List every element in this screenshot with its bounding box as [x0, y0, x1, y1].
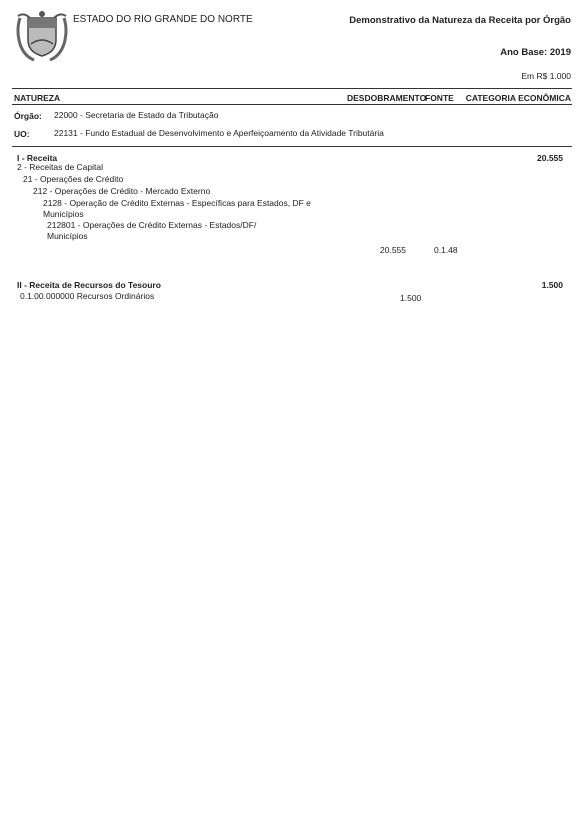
- column-header-desdobramento: DESDOBRAMENTO: [347, 93, 427, 103]
- column-header-categoria: CATEGORIA ECONÔMICA: [465, 93, 571, 103]
- column-header-fonte: FONTE: [425, 93, 454, 103]
- orgao-label: Órgão:: [14, 111, 42, 121]
- divider: [12, 146, 572, 147]
- tree-item-level4: 2128 - Operação de Crédito Externas - Específicas para Estados, DF e: [43, 198, 311, 208]
- tree-item-level1: 2 - Receitas de Capital: [17, 162, 103, 172]
- section-receita-total: 20.555: [537, 153, 563, 163]
- tree-item-level5-cont: Municípios: [47, 231, 88, 241]
- state-coat-of-arms-logo: [14, 10, 70, 62]
- tesouro-item: 0.1.00.000000 Recursos Ordinários: [20, 291, 155, 301]
- base-year: Ano Base: 2019: [500, 47, 571, 58]
- desdobramento-value: 20.555: [380, 245, 406, 255]
- divider: [12, 88, 572, 89]
- section-tesouro-total: 1.500: [541, 280, 563, 290]
- section-tesouro-title: II - Receita de Recursos do Tesouro: [17, 280, 161, 290]
- tree-item-level2: 21 - Operações de Crédito: [23, 174, 124, 184]
- tesouro-item-value: 1.500: [400, 293, 422, 303]
- report-title: Demonstrativo da Natureza da Receita por Órgão: [349, 15, 571, 26]
- orgao-value: 22000 - Secretaria de Estado da Tributação: [54, 110, 219, 120]
- tree-item-level5: 212801 - Operações de Crédito Externas - Estados/DF/: [47, 220, 257, 230]
- uo-value: 22131 - Fundo Estadual de Desenvolvimento e Aperfeiçoamento da Atividade Tributária: [54, 128, 384, 138]
- column-header-natureza: NATUREZA: [14, 93, 61, 103]
- tree-item-level4-cont: Municípios: [43, 209, 84, 219]
- uo-label: UO:: [14, 129, 30, 139]
- divider: [12, 104, 572, 105]
- section-receita-title: I - Receita: [17, 153, 58, 163]
- tree-item-level3: 212 - Operações de Crédito - Mercado Externo: [33, 186, 211, 196]
- state-name: ESTADO DO RIO GRANDE DO NORTE: [73, 14, 253, 25]
- fonte-value: 0.1.48: [434, 245, 458, 255]
- unit-label: Em R$ 1.000: [521, 71, 571, 81]
